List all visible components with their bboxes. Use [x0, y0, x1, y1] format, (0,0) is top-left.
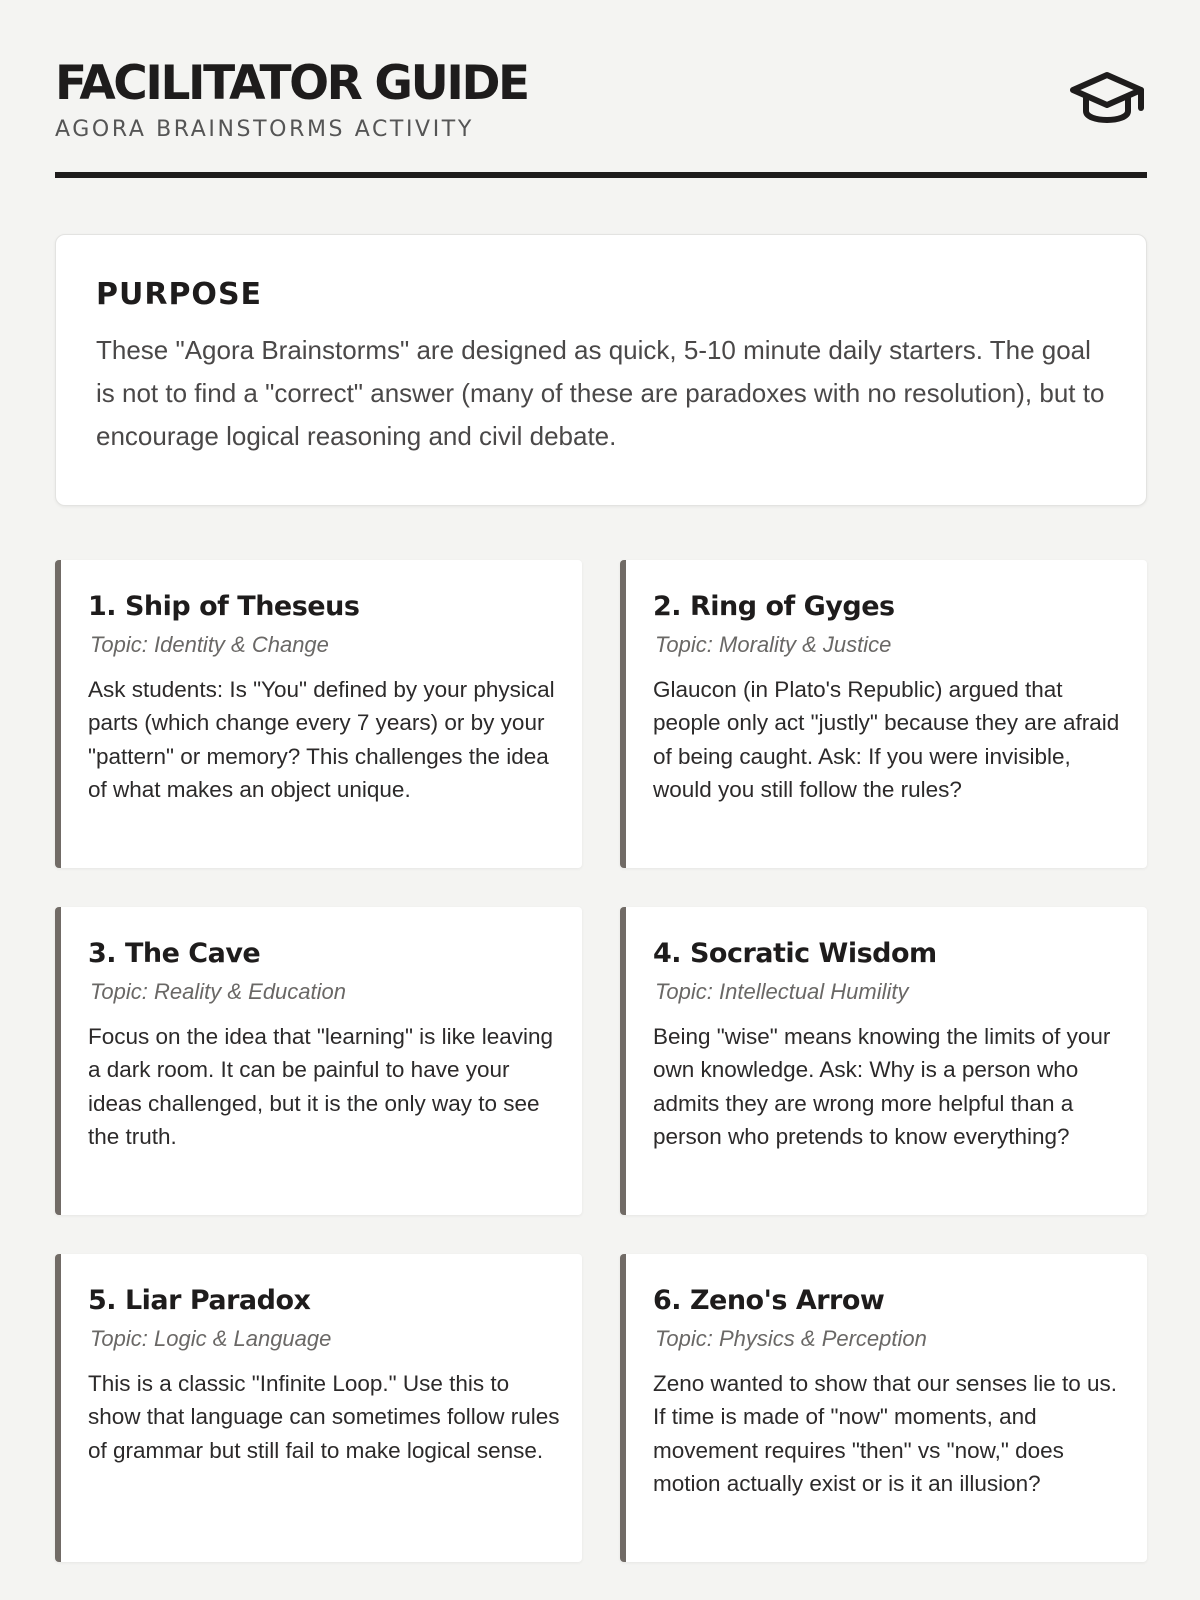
- card-topic: Topic: Intellectual Humility: [655, 979, 909, 1004]
- card-title: 4. Socratic Wisdom: [653, 938, 937, 969]
- header: [55, 0, 1147, 178]
- brainstorm-card: [55, 907, 582, 1215]
- card-body: This is a classic "Infinite Loop." Use this to show that language can sometimes follow rules of grammar but still fail to make logical sense.: [88, 1371, 560, 1463]
- card-body: Focus on the idea that "learning" is like leaving a dark room. It can be painful to have your ideas challenged, but it is the only way to see the truth.: [88, 1024, 553, 1150]
- card-title: 2. Ring of Gyges: [653, 591, 895, 622]
- brainstorm-card: [620, 560, 1147, 868]
- card-body: Being "wise" means knowing the limits of your own knowledge. Ask: Why is a person who admits they are wrong more helpful than a person who pretends to know everything?: [653, 1024, 1111, 1150]
- page-subtitle: AGORA BRAINSTORMS ACTIVITY: [55, 117, 474, 142]
- purpose-panel: [55, 234, 1147, 506]
- card-topic: Topic: Logic & Language: [90, 1326, 332, 1351]
- purpose-heading: PURPOSE: [96, 277, 263, 312]
- graduation-cap-icon: [1069, 70, 1145, 132]
- card-topic: Topic: Physics & Perception: [655, 1326, 927, 1351]
- card-body: Glaucon (in Plato's Republic) argued that people only act "justly" because they are afraid of being caught. Ask: If you were invisible, would you still follow the rules?: [653, 677, 1120, 803]
- purpose-text: These "Agora Brainstorms" are designed as quick, 5-10 minute daily starters. The goal is not to find a "correct" answer (many of these are paradoxes with no resolution), but to encourage logical reasoning and civil debate.: [96, 335, 1105, 451]
- card-topic: Topic: Morality & Justice: [655, 632, 892, 657]
- card-title: 1. Ship of Theseus: [88, 591, 360, 622]
- card-title: 3. The Cave: [88, 938, 261, 969]
- brainstorm-card: [620, 907, 1147, 1215]
- card-title: 5. Liar Paradox: [88, 1285, 311, 1316]
- card-topic: Topic: Identity & Change: [90, 632, 329, 657]
- brainstorm-card: [620, 1254, 1147, 1562]
- card-topic: Topic: Reality & Education: [90, 979, 346, 1004]
- card-title: 6. Zeno's Arrow: [653, 1285, 885, 1316]
- card-body: Ask students: Is "You" defined by your physical parts (which change every 7 years) or by your "pattern" or memory? This challenges the idea of what makes an object unique.: [88, 677, 555, 803]
- card-body: Zeno wanted to show that our senses lie to us. If time is made of "now" moments, and movement requires "then" vs "now," does motion actually exist or is it an illusion?: [653, 1371, 1118, 1497]
- facilitator-guide-page: [55, 0, 1147, 1497]
- brainstorm-card: [55, 560, 582, 868]
- page-title: FACILITATOR GUIDE: [55, 56, 528, 111]
- brainstorm-card: [55, 1254, 582, 1562]
